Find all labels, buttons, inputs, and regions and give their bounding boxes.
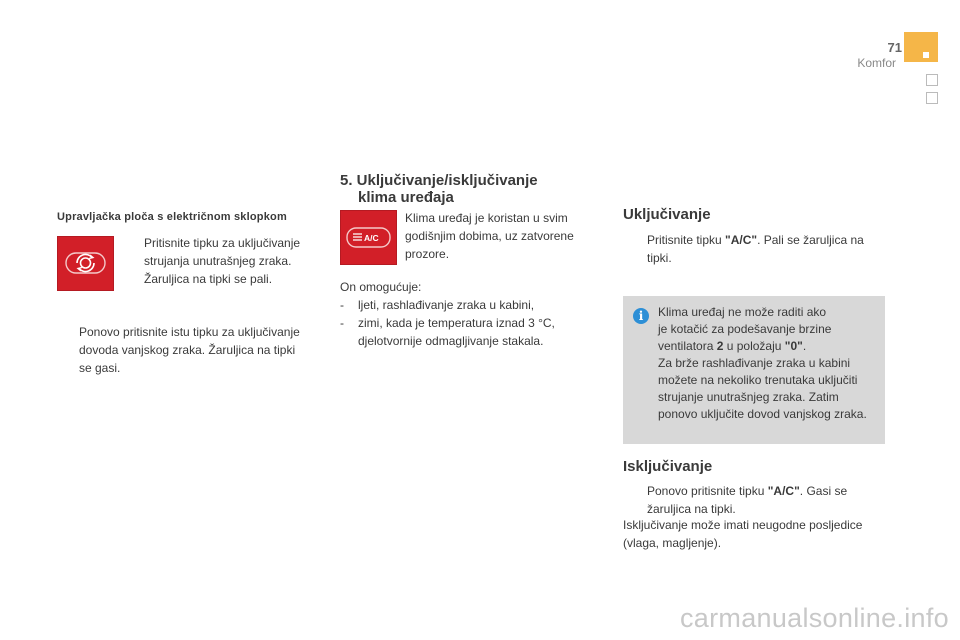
switch-off-heading: Isključivanje: [623, 458, 713, 475]
item-text: Ponovo pritisnite tipku "A/C". Gasi se: [647, 484, 848, 498]
item-text: Pritisnite tipku "A/C". Pali se žaruljica na: [647, 233, 864, 247]
control-panel-heading: Upravljačka ploča s električnom sklopkom: [57, 211, 287, 223]
watermark: carmanualsonline.info: [680, 603, 949, 633]
enables-label: On omogućuje:: [340, 280, 422, 294]
chapter-tab[interactable]: [904, 32, 938, 62]
item-text: Žaruljica na tipki se pali.: [144, 272, 273, 286]
item-text: se gasi.: [79, 361, 121, 375]
list-item: [623, 231, 885, 271]
ac-button-label: A/C: [364, 233, 379, 243]
item-text: žaruljica na tipki.: [647, 502, 736, 516]
intro-line: prozore.: [405, 247, 450, 261]
note-line: (vlaga, magljenje).: [623, 536, 722, 550]
title-line-1: 5. Uključivanje/isključivanje: [340, 172, 538, 189]
recirculation-button-image: [57, 236, 114, 291]
recirculation-icon: [58, 237, 113, 290]
list-item: [57, 323, 322, 373]
switch-on-heading: Uključivanje: [623, 206, 711, 223]
ac-button-image: [340, 210, 397, 265]
item-text: Pritisnite tipku za uključivanje: [144, 236, 301, 250]
dash-marker: -: [340, 316, 344, 330]
item-text: tipki.: [647, 251, 672, 265]
title-line-2: klima uređaja: [358, 189, 454, 206]
item-text: dovoda vanjskog zraka. Žaruljica na tipki: [79, 343, 296, 357]
dash-marker: -: [340, 298, 344, 312]
info-icon: i: [633, 308, 649, 324]
section-name: Komfor: [857, 56, 896, 70]
info-box: [623, 296, 885, 444]
key-label: "A/C": [767, 484, 800, 498]
ac-button-icon: [341, 211, 396, 264]
intro-line: Klima uređaj je koristan u svim: [405, 211, 568, 225]
intro-paragraph: [405, 209, 605, 263]
item-text: djelotvornije odmagljivanje stakala.: [358, 334, 544, 348]
page-number: 71: [887, 40, 902, 55]
section-title: [340, 172, 538, 206]
item-text: strujanja unutrašnjeg zraka.: [144, 254, 292, 268]
info-text: Klima uređaj ne može raditi ako je kotačić za podešavanje brzine ventilatora 2 u položaju "0". Za brže rashlađivanje zraka u kabini možete na nekoliko trenutaka uključiti strujanje unutrašnjeg zraka. Zatim ponovo uključite dovod vanjskog zraka.: [658, 305, 867, 421]
list-item: [122, 234, 322, 284]
intro-line: godišnjim dobima, uz zatvorene: [405, 229, 574, 243]
tab-marker-icon: [923, 52, 929, 58]
key-label: "A/C": [725, 233, 758, 247]
off-note: [623, 516, 903, 552]
chapter-tab-empty[interactable]: [926, 74, 938, 86]
chapter-tab-empty[interactable]: [926, 92, 938, 104]
item-text: zimi, kada je temperatura iznad 3 °C,: [358, 316, 555, 330]
item-text: ljeti, rashlađivanje zraka u kabini,: [358, 298, 535, 312]
note-line: Isključivanje može imati neugodne posljedice: [623, 518, 863, 532]
item-text: Ponovo pritisnite istu tipku za uključivanje: [79, 325, 300, 339]
